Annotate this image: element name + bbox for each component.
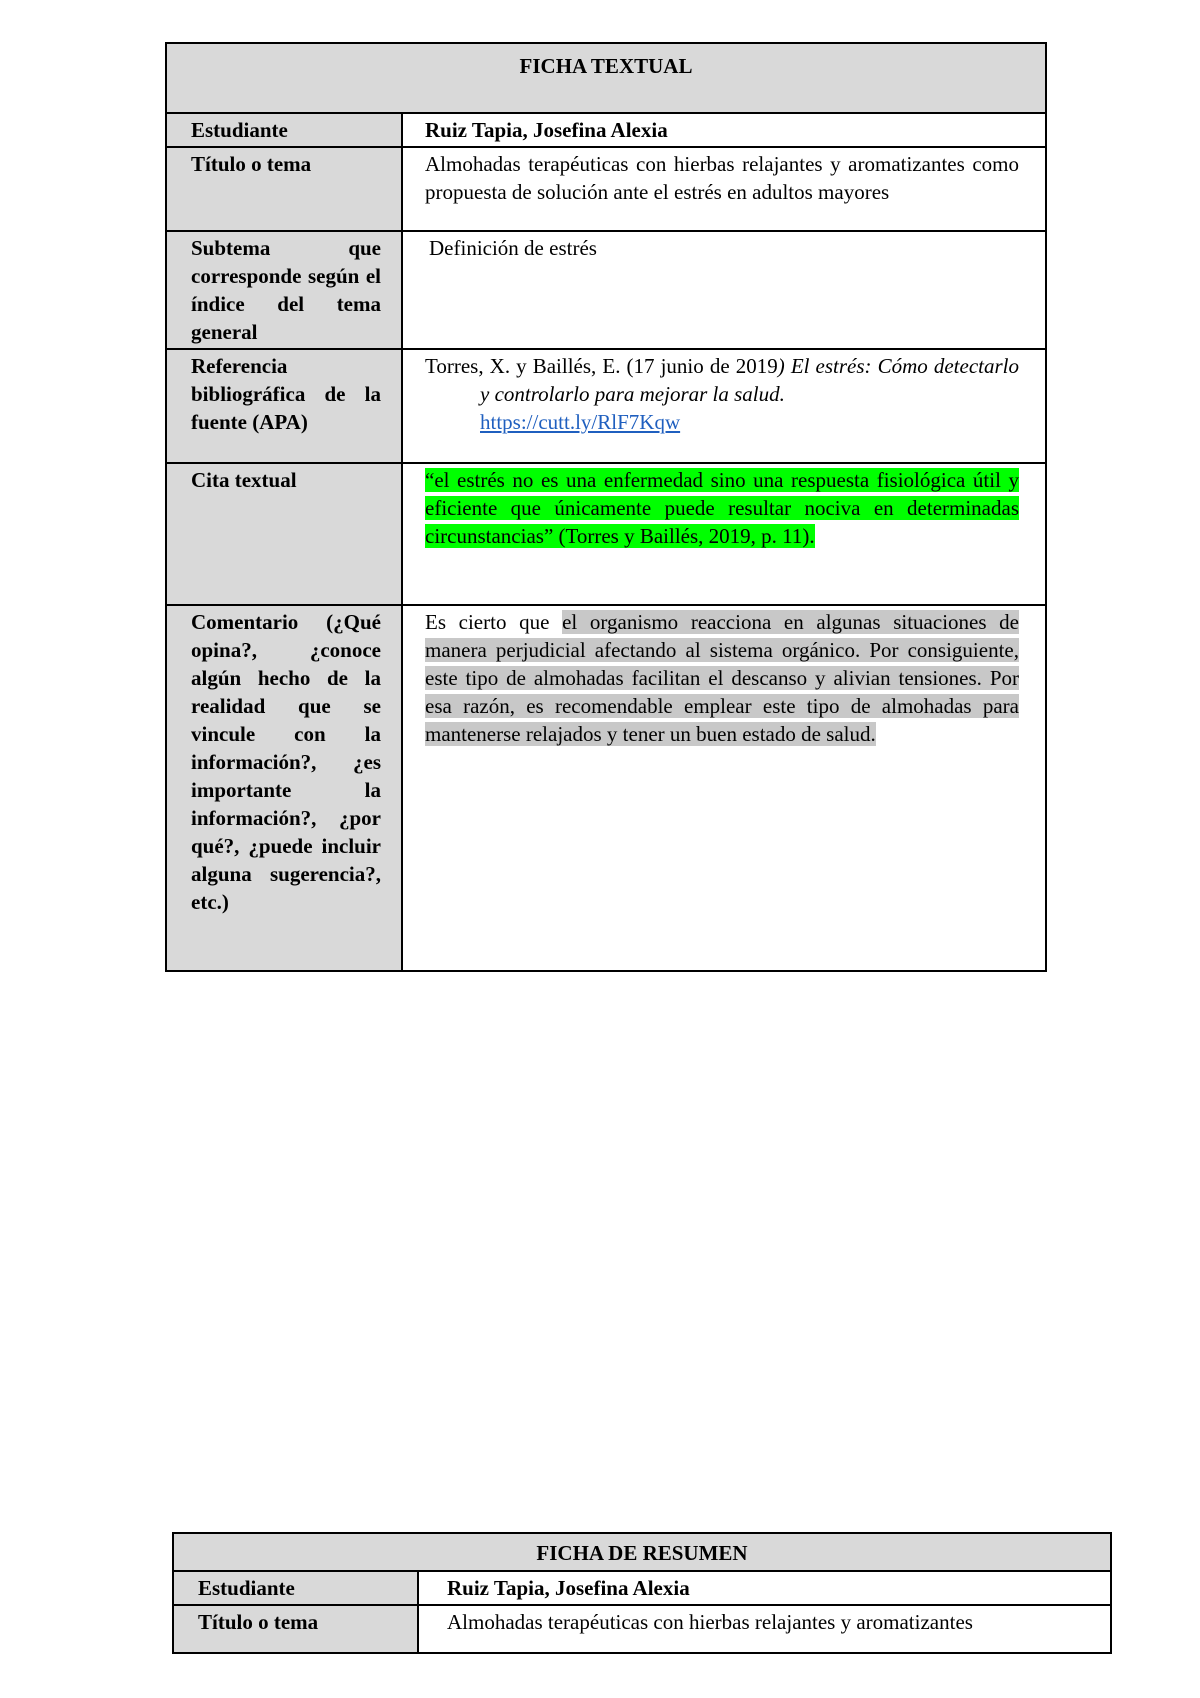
resumen-estudiante-label: Estudiante xyxy=(173,1571,418,1605)
titulo-value: Almohadas terapéuticas con hierbas relajantes y aromatizantes como propuesta de solución ante el estrés en adultos mayores xyxy=(402,147,1046,231)
comentario-value xyxy=(402,605,1046,971)
estudiante-label: Estudiante xyxy=(166,113,402,147)
resumen-titulo-value: Almohadas terapéuticas con hierbas relajantes y aromatizantes xyxy=(418,1605,1111,1653)
subtema-value: Definición de estrés xyxy=(402,231,1046,349)
titulo-label: Título o tema xyxy=(166,147,402,231)
cita-label: Cita textual xyxy=(166,463,402,605)
referencia-label: Referencia bibliográfica de la fuente (APA) xyxy=(166,349,402,463)
reference-authors: Torres, X. y Baillés, E. (17 junio de 2019 xyxy=(425,354,778,378)
subtema-label: Subtema que corresponde según el índice del tema general xyxy=(166,231,402,349)
comment-highlight: el organismo reacciona en algunas situaciones de manera perjudicial afectando al sistema orgánico. Por consiguiente, este tipo de almohadas facilitan el descanso y alivian tensiones. Por esa razón, es recomendable emplear este tipo de almohadas para mantenerse relajados y tener un buen estado de salud. xyxy=(425,610,1019,746)
cita-value xyxy=(402,463,1046,605)
resumen-estudiante-value: Ruiz Tapia, Josefina Alexia xyxy=(418,1571,1111,1605)
ficha-resumen-title: FICHA DE RESUMEN xyxy=(173,1533,1111,1571)
ficha-resumen-table xyxy=(172,1532,1112,1654)
reference-title: ) El estrés: Cómo detectarlo y controlarlo para mejorar la salud. xyxy=(480,354,1019,406)
ficha-textual-table xyxy=(165,42,1047,972)
referencia-value xyxy=(402,349,1046,463)
comment-intro: Es cierto que xyxy=(425,610,563,634)
quote-highlight: “el estrés no es una enfermedad sino una respuesta fisiológica útil y eficiente que únicamente puede resultar nociva en determinadas circunstancias” (Torres y Baillés, 2019, p. 11). xyxy=(425,468,1019,548)
estudiante-value: Ruiz Tapia, Josefina Alexia xyxy=(402,113,1046,147)
reference-link[interactable]: https://cutt.ly/RlF7Kqw xyxy=(480,410,681,434)
comentario-label: Comentario (¿Qué opina?, ¿conoce algún hecho de la realidad que se vincule con la información?, ¿es importante la información?, ¿por qué?, ¿puede incluir alguna sugerencia?, etc.) xyxy=(166,605,402,971)
apa-reference xyxy=(425,352,1019,436)
ficha-textual-title: FICHA TEXTUAL xyxy=(166,43,1046,113)
resumen-titulo-label: Título o tema xyxy=(173,1605,418,1653)
